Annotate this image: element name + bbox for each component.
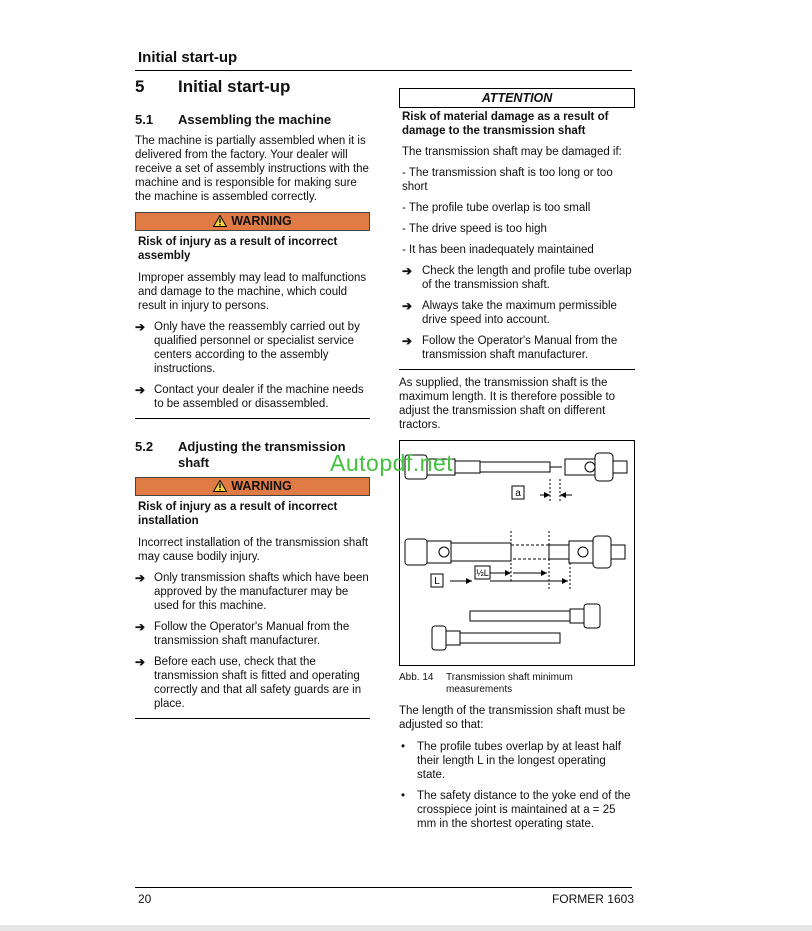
list-item: - The drive speed is too high [402,223,547,235]
warning-box-installation [135,477,370,711]
list-item-text: Only have the reassembly carried out by qualified personnel or specialist service centers according to the assembly instructions. [154,321,360,375]
warning-triangle-icon [213,215,227,232]
arrow-right-icon: ➔ [402,334,413,348]
list-item-text: Always take the maximum permissible drive speed into account. [422,300,617,326]
caption-label: Abb. 14 [399,672,434,683]
shaft-bottom-separated [432,604,600,650]
header-divider [135,70,632,71]
list-item-text: Check the length and profile tube overlap of the transmission shaft. [422,265,632,291]
list-item [135,655,370,711]
arrow-right-icon: ➔ [402,299,413,313]
warning-box-assembly [135,212,370,411]
figure-label-a: a [515,488,521,499]
list-item-text: The safety distance to the yoke end of the crosspiece joint is maintained at a = 25 mm in the shortest operating state. [417,790,631,830]
list-item-text: Contact your dealer if the machine needs to be assembled or disassembled. [154,384,364,410]
bullet-icon: • [401,741,406,753]
bullet-icon: • [401,790,406,802]
arrow-right-icon: ➔ [135,655,146,669]
list-item: - It has been inadequately maintained [402,244,594,256]
warning-label: WARNING [231,479,292,493]
arrow-right-icon: ➔ [402,264,413,278]
list-item [399,789,635,831]
chapter-heading [135,77,370,96]
section-number: 5.1 [135,112,154,127]
section-title: Assembling the machine [178,112,332,127]
watermark-text: Autopdf.net [330,450,454,476]
list-item [402,264,635,292]
warning-title: Risk of injury as a result of incorrect assembly [138,236,338,262]
chapter-title: Initial start-up [178,77,291,96]
chapter-number: 5 [135,77,145,96]
list-item-text: Before each use, check that the transmission shaft is fitted and operating correctly and that all safety guards are in place. [154,656,362,710]
viewer-bottom-bar [0,925,812,931]
figure-label-l: L [434,576,440,587]
page-header-title: Initial start-up [138,49,238,66]
arrow-right-icon: ➔ [135,571,146,585]
arrow-right-icon: ➔ [135,383,146,397]
assembly-intro-text: The machine is partially assembled when it is delivered from the factory. Your dealer will receive a set of assembly instructions with the machine and is responsible for making sure the machine is assembled correctly. [135,135,369,203]
footer-divider [135,887,632,888]
warning-header [135,477,370,496]
attention-text: The transmission shaft may be damaged if: [402,146,622,158]
list-item-text: Follow the Operator's Manual from the transmission shaft manufacturer. [154,621,350,647]
page-number: 20 [138,892,152,906]
list-item [399,740,635,782]
attention-header: ATTENTION [399,88,635,108]
arrow-right-icon: ➔ [135,620,146,634]
list-item [135,571,370,613]
list-item-text: Only transmission shafts which have been approved by the manufacturer may be used for this machine. [154,572,369,612]
list-item-text: The profile tubes overlap by at least half their length L in the longest operating state. [417,741,621,781]
list-item [135,620,370,648]
warning-text: Improper assembly may lead to malfunctions and damage to the machine, which could result in injury to persons. [138,272,367,312]
must-adjust-text: The length of the transmission shaft must be adjusted so that: [399,705,626,731]
list-item [402,334,635,362]
section-number: 5.2 [135,439,154,454]
supplied-text: As supplied, the transmission shaft is the maximum length. It is therefore possible to adjust the transmission shaft on different tractors. [399,377,616,431]
section-divider [135,718,370,719]
section-title: Adjusting the transmission shaft [178,439,346,470]
warning-title: Risk of injury as a result of incorrect installation [138,501,338,527]
list-item [402,299,635,327]
section-divider [135,418,370,419]
figure-caption [399,672,635,696]
list-item: - The profile tube overlap is too small [402,202,591,214]
warning-text: Incorrect installation of the transmission shaft may cause bodily injury. [138,537,369,563]
left-column [135,77,370,727]
arrow-right-icon: ➔ [135,320,146,334]
list-item: - The transmission shaft is too long or too short [402,167,613,193]
section-divider [399,369,635,370]
list-item-text: Follow the Operator's Manual from the transmission shaft manufacturer. [422,335,618,361]
warning-label: WARNING [231,214,292,228]
warning-triangle-icon [213,480,227,497]
section-heading-5-1 [135,112,370,128]
footer-product-name: FORMER 1603 [551,892,634,906]
figure-label-half-l: ½L [476,568,489,578]
attention-title: Risk of material damage as a result of damage to the transmission shaft [402,111,609,137]
caption-text: Transmission shaft minimum measurements [446,672,573,695]
list-item [135,320,370,376]
warning-header [135,212,370,231]
list-item [135,383,370,411]
